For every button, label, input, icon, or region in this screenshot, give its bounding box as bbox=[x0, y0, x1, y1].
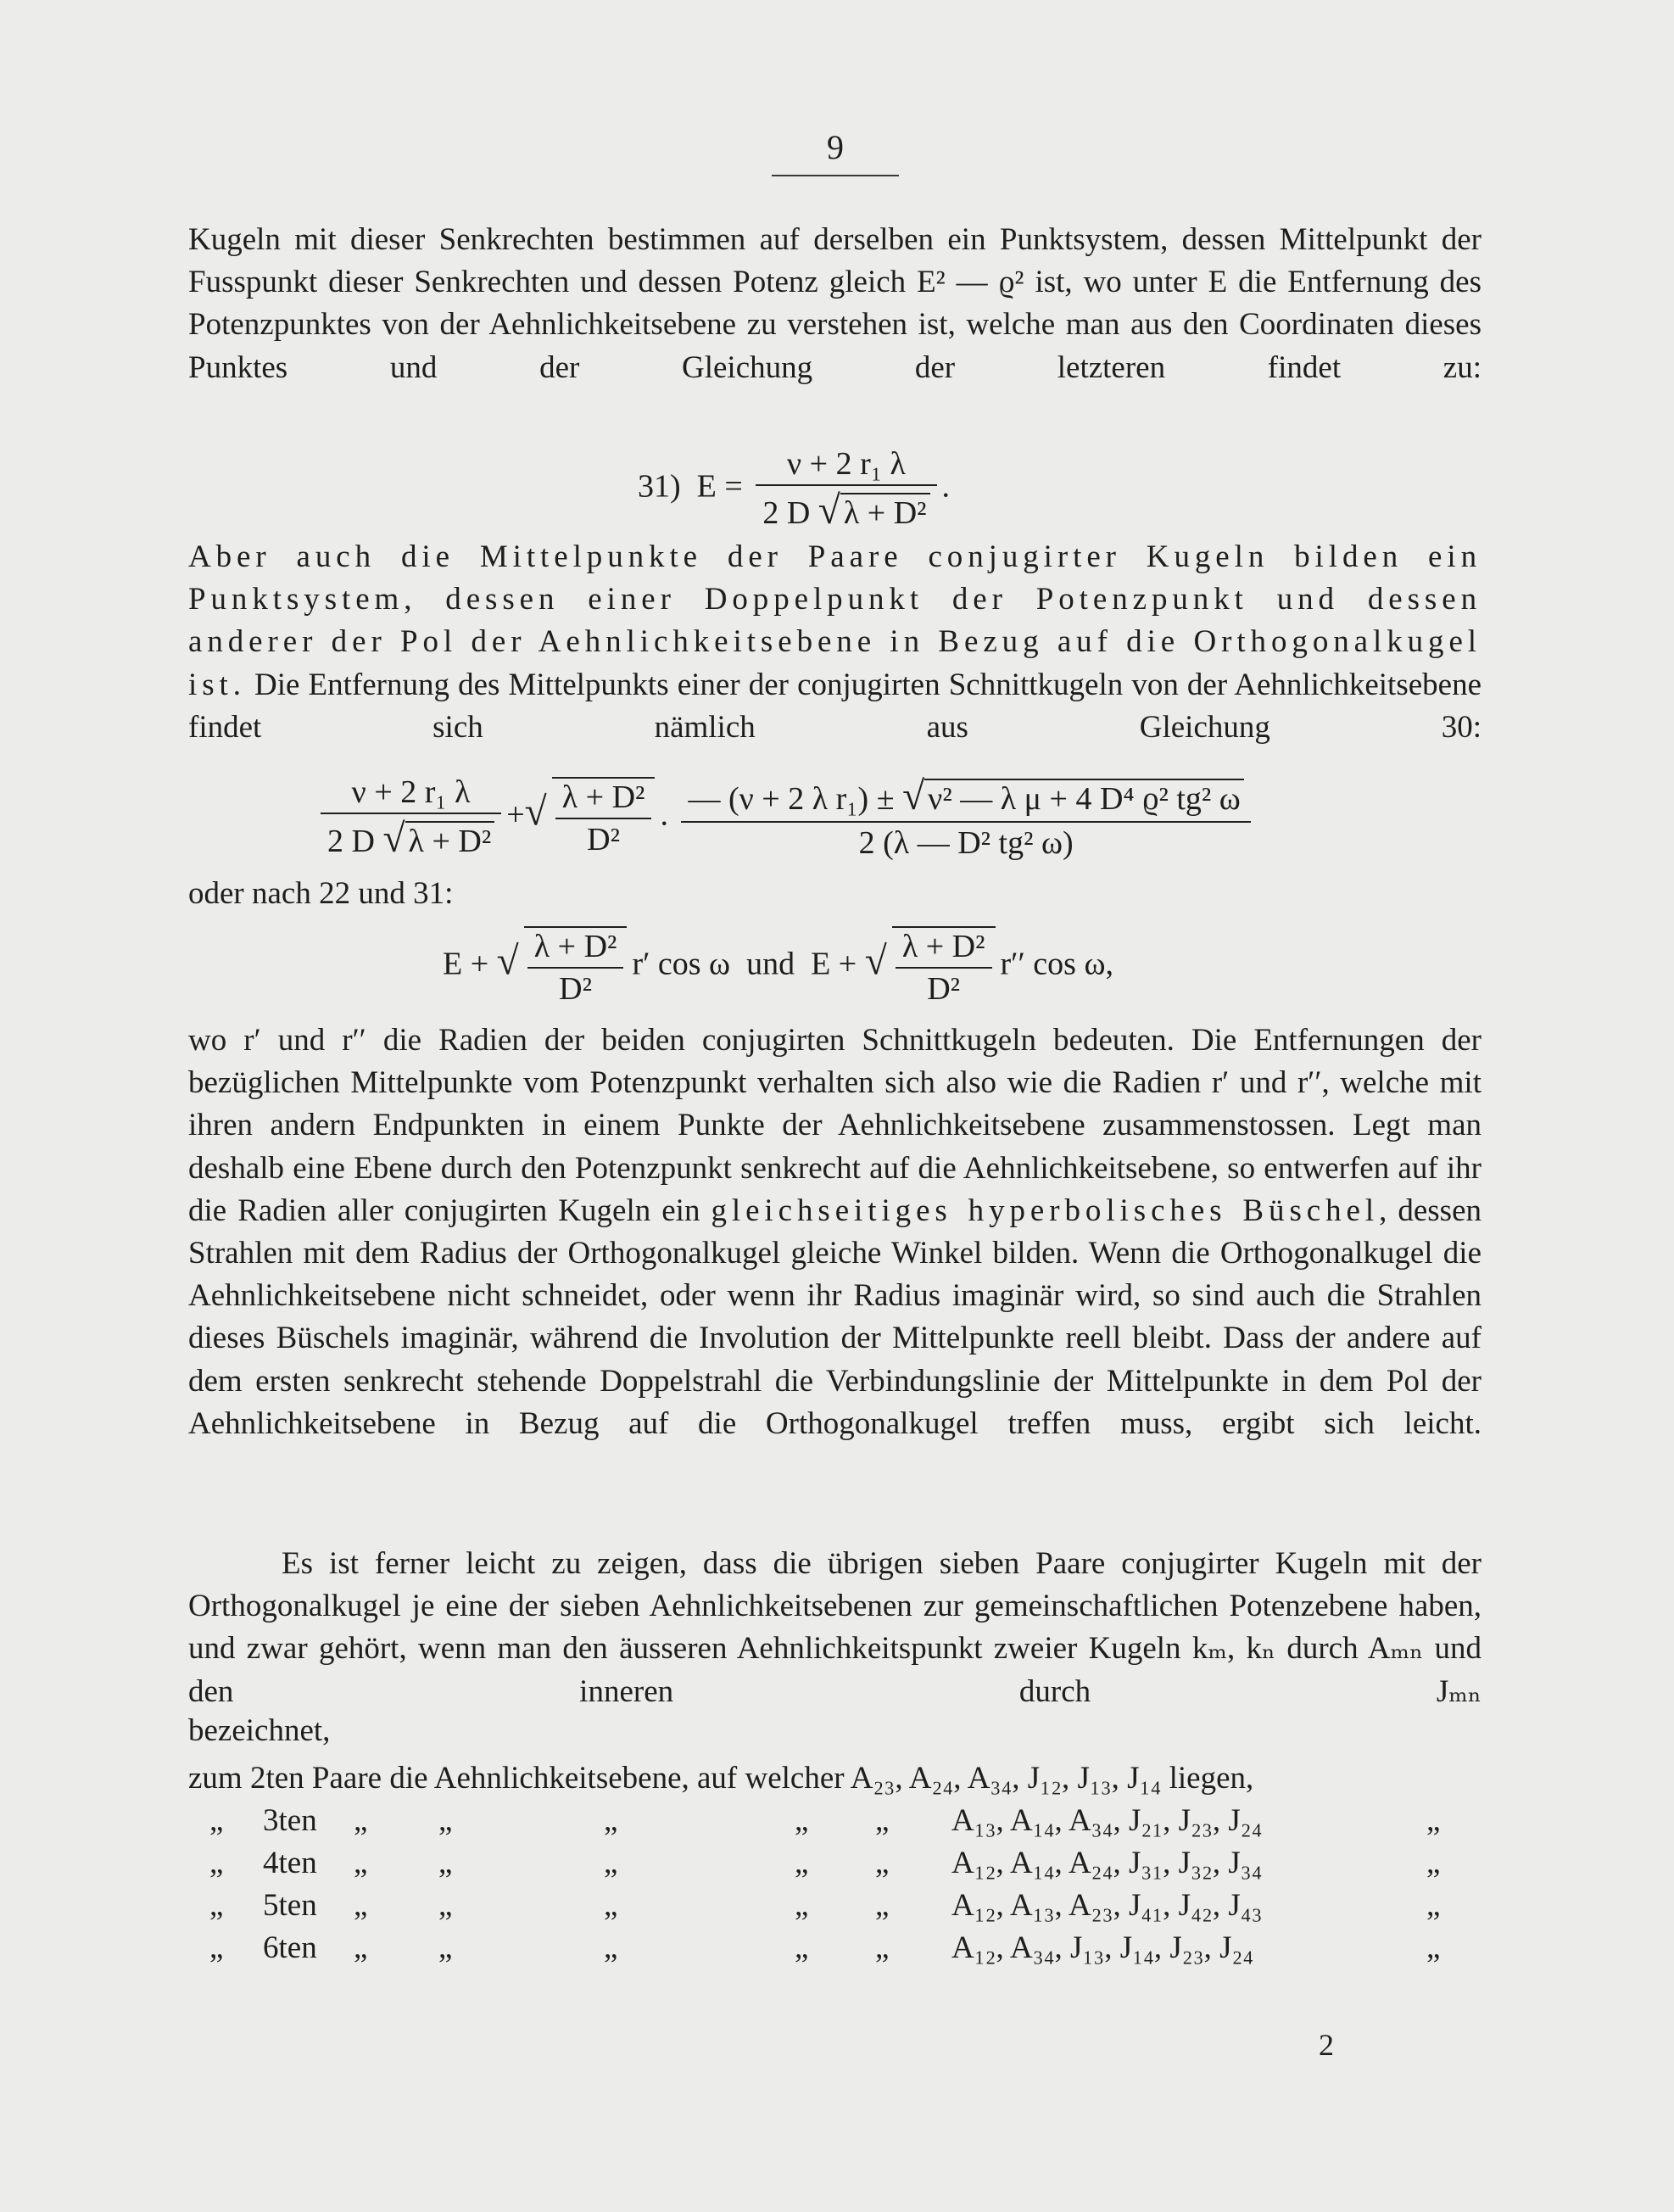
ditto-mark: „ bbox=[875, 1846, 890, 1880]
ditto-mark: „ bbox=[795, 1846, 809, 1880]
table-row bbox=[188, 1845, 1486, 1887]
table-row bbox=[188, 1760, 1486, 1802]
row-ordinal: 6ten bbox=[263, 1930, 317, 1965]
sqrt-sign-icon: √ bbox=[902, 774, 925, 818]
ditto-mark: „ bbox=[209, 1888, 224, 1923]
equation-31-numerator: ν + 2 r₁ λ bbox=[756, 445, 936, 486]
equation-30-f2-denominator: 2 (λ — D² tg² ω) bbox=[858, 825, 1074, 861]
row-ordinal: 4ten bbox=[263, 1846, 317, 1880]
page-number-rule bbox=[772, 175, 899, 176]
sqrt-sign-icon: √ bbox=[496, 939, 519, 984]
paragraph-4-text: Es ist ferner leicht zu zeigen, dass die übrigen sieben Paare conjugirter Kugeln mit der Orthogonalkugel je eine der sieben Aehnlichkeitsebenen zur gemeinschaftlichen Potenzebene haben, und zwar gehört, wenn man den äusseren Aehnlichkeitspunkt zweier Kugeln kₘ, kₙ durch Aₘₙ und den inneren durch Jₘₙ bbox=[188, 1546, 1481, 1709]
ditto-mark: „ bbox=[604, 1846, 618, 1880]
table-row bbox=[188, 1887, 1486, 1930]
equation-radius-root-2-num: λ + D² bbox=[896, 928, 992, 969]
equation-radius-root-1-num: λ + D² bbox=[527, 928, 624, 969]
ditto-mark: „ bbox=[209, 1846, 224, 1880]
equation-31-end: . bbox=[941, 468, 951, 505]
paragraph-3-spaced: gleichseitiges hyperbolisches Büschel bbox=[711, 1193, 1380, 1228]
equation-31-den-pre: 2 D bbox=[762, 495, 818, 531]
equation-31 bbox=[638, 445, 950, 533]
plane-table bbox=[188, 1760, 1486, 1972]
equation-31-lhs: E = bbox=[696, 468, 743, 505]
ditto-mark: „ bbox=[438, 1846, 453, 1880]
ditto-mark: „ bbox=[604, 1803, 618, 1838]
equation-30-f1-den-pre: 2 D bbox=[327, 824, 383, 859]
sqrt-sign-icon: √ bbox=[524, 790, 547, 835]
row-ordinal: 5ten bbox=[263, 1888, 317, 1923]
sqrt-sign-icon: √ bbox=[817, 489, 840, 533]
equation-radius-root-2 bbox=[892, 926, 996, 1008]
paragraph-2 bbox=[188, 536, 1481, 749]
paragraph-4 bbox=[188, 1543, 1481, 1713]
sqrt-sign-icon: √ bbox=[382, 817, 405, 861]
equation-30-plus: + bbox=[506, 796, 525, 833]
ditto-mark: „ bbox=[438, 1930, 453, 1965]
page-number: 9 bbox=[827, 128, 844, 166]
ditto-mark: „ bbox=[875, 1803, 890, 1838]
paragraph-3-text-b: , dessen Strahlen mit dem Radius der Orthogonalkugel gleiche Winkel bilden. Wenn die Orthogonalkugel die Aehnlichkeitsebene nicht schneidet, oder wenn ihr Radius imaginär wird, so sind auch die Strahlen dieses Büschels imaginär, während die Involution der Mittelpunkte reell bleibt. Dass der andere auf dem ersten senkrecht stehende Doppelstrahl die Verbindungslinie der Mittelpunkte in dem Pol der Aehnlichkeitsebene in Bezug auf die Orthogonalkugel treffen muss, ergibt sich leicht. bbox=[188, 1193, 1481, 1441]
ditto-mark: „ bbox=[795, 1930, 809, 1965]
equation-30-root-numerator: λ + D² bbox=[555, 779, 652, 819]
equation-30-f1-numerator: ν + 2 r₁ λ bbox=[321, 774, 501, 814]
row-values: A₁₂, A₁₄, A₂₄, J₃₁, J₃₂, J₃₄ bbox=[951, 1846, 1263, 1880]
equation-31-fraction bbox=[756, 445, 936, 533]
equation-30-f2-radicand: ν² — λ μ + 4 D⁴ ϱ² tg² ω bbox=[924, 779, 1244, 818]
row-values: A₁₂, A₃₄, J₁₃, J₁₄, J₂₃, J₂₄ bbox=[951, 1930, 1254, 1965]
sqrt-sign-icon: √ bbox=[864, 939, 887, 984]
equation-30-f1-denominator bbox=[321, 814, 501, 862]
ditto-mark: „ bbox=[438, 1888, 453, 1923]
ditto-mark: „ bbox=[875, 1930, 890, 1965]
equation-30-fraction-2 bbox=[681, 774, 1250, 862]
row-ordinal: 3ten bbox=[263, 1803, 317, 1838]
equation-radius-root-1-den: D² bbox=[559, 971, 592, 1007]
paragraph-1-text: Kugeln mit dieser Senkrechten bestimmen auf derselben ein Punktsystem, dessen Mittelpunkt der Fusspunkt dieser Senkrechten und dessen Potenz gleich E² — ϱ² ist, wo unter E die Entfernung des Potenzpunktes von der Aehnlichkeitsebene zu verstehen ist, welche man aus den Coordinaten dieses Punktes und der Gleichung der letzteren findet zu: bbox=[188, 222, 1481, 385]
equation-30 bbox=[315, 774, 1256, 862]
equation-radius bbox=[443, 926, 1113, 1008]
paragraph-4-end: bezeichnet, bbox=[188, 1713, 331, 1748]
ditto-mark: „ bbox=[209, 1930, 224, 1965]
table-row bbox=[188, 1802, 1486, 1845]
paragraph-2-spaced: Aber auch die Mittelpunkte der Paare conjugirter Kugeln bilden ein Punktsystem, dessen einer Doppelpunkt der Potenzpunkt und dessen anderer der Pol der Aehnlichkeitsebene in Bezug auf die Orthogonalkugel ist. bbox=[188, 539, 1481, 702]
equation-30-root-fraction bbox=[552, 777, 656, 858]
equation-30-root-denominator: D² bbox=[587, 822, 621, 857]
paragraph-2-text: Die Entfernung des Mittelpunkts einer der conjugirten Schnittkugeln von der Aehnlichkeitsebene findet sich nämlich aus Gleichung 30: bbox=[188, 667, 1481, 745]
ditto-mark: „ bbox=[1426, 1846, 1441, 1880]
equation-radius-und: und bbox=[746, 946, 795, 982]
ditto-mark: „ bbox=[1426, 1803, 1441, 1838]
equation-31-radicand: λ + D² bbox=[840, 493, 930, 532]
table-row bbox=[188, 1930, 1486, 1972]
row-values: A₁₂, A₁₃, A₂₃, J₄₁, J₄₂, J₄₃ bbox=[951, 1888, 1263, 1923]
equation-radius-e1: E + bbox=[443, 946, 489, 982]
ditto-mark: „ bbox=[875, 1888, 890, 1923]
equation-30-dot: . bbox=[660, 796, 668, 833]
signature-mark: 2 bbox=[1319, 2028, 1334, 2062]
ditto-mark: „ bbox=[604, 1930, 618, 1965]
equation-radius-t2: r′′ cos ω, bbox=[1000, 946, 1113, 982]
equation-radius-root-1 bbox=[524, 926, 628, 1008]
ditto-mark: „ bbox=[1426, 1930, 1441, 1965]
paragraph-3-text: wo r′ und r′′ die Radien der beiden conjugirten Schnittkugeln bedeuten. Die Entfernungen der bezüglichen Mittelpunkte vom Potenzpunkt verhalten sich also wie die Radien r′ und r′′, welche mit ihren andern Endpunkten in einem Punkte der Aehnlichkeitsebene zusammenstossen. Legt man deshalb eine Ebene durch den Potenzpunkt senkrecht auf die Aehnlichkeitsebene, so entwerfen auf ihr die Radien aller conjugirten Kugeln ein bbox=[188, 1023, 1481, 1228]
ditto-mark: „ bbox=[795, 1888, 809, 1923]
oder-line: oder nach 22 und 31: bbox=[188, 876, 454, 911]
equation-30-f1-radicand: λ + D² bbox=[405, 821, 495, 860]
ditto-mark: „ bbox=[438, 1803, 453, 1838]
ditto-mark: „ bbox=[354, 1888, 368, 1923]
equation-radius-t1: r′ cos ω bbox=[632, 946, 731, 982]
equation-30-f2-num-pre: — (ν + 2 λ r₁) ± bbox=[688, 781, 903, 817]
ditto-mark: „ bbox=[604, 1888, 618, 1923]
equation-30-f2-numerator bbox=[681, 774, 1250, 823]
ditto-mark: „ bbox=[795, 1803, 809, 1838]
equation-31-label: 31) bbox=[638, 468, 681, 505]
paragraph-3 bbox=[188, 1019, 1481, 1445]
ditto-mark: „ bbox=[1426, 1888, 1441, 1923]
paragraph-1 bbox=[188, 219, 1481, 389]
table-row-1-text: zum 2ten Paare die Aehnlichkeitsebene, auf welcher A₂₃, A₂₄, A₃₄, J₁₂, J₁₃, J₁₄ liegen, bbox=[188, 1761, 1254, 1796]
row-values: A₁₃, A₁₄, A₃₄, J₂₁, J₂₃, J₂₄ bbox=[951, 1803, 1263, 1838]
ditto-mark: „ bbox=[354, 1930, 368, 1965]
ditto-mark: „ bbox=[209, 1803, 224, 1838]
ditto-mark: „ bbox=[354, 1846, 368, 1880]
equation-31-denominator bbox=[756, 486, 936, 533]
equation-30-fraction-1 bbox=[321, 774, 501, 862]
equation-radius-root-2-den: D² bbox=[927, 971, 961, 1007]
equation-radius-e2: E + bbox=[811, 946, 857, 982]
ditto-mark: „ bbox=[354, 1803, 368, 1838]
